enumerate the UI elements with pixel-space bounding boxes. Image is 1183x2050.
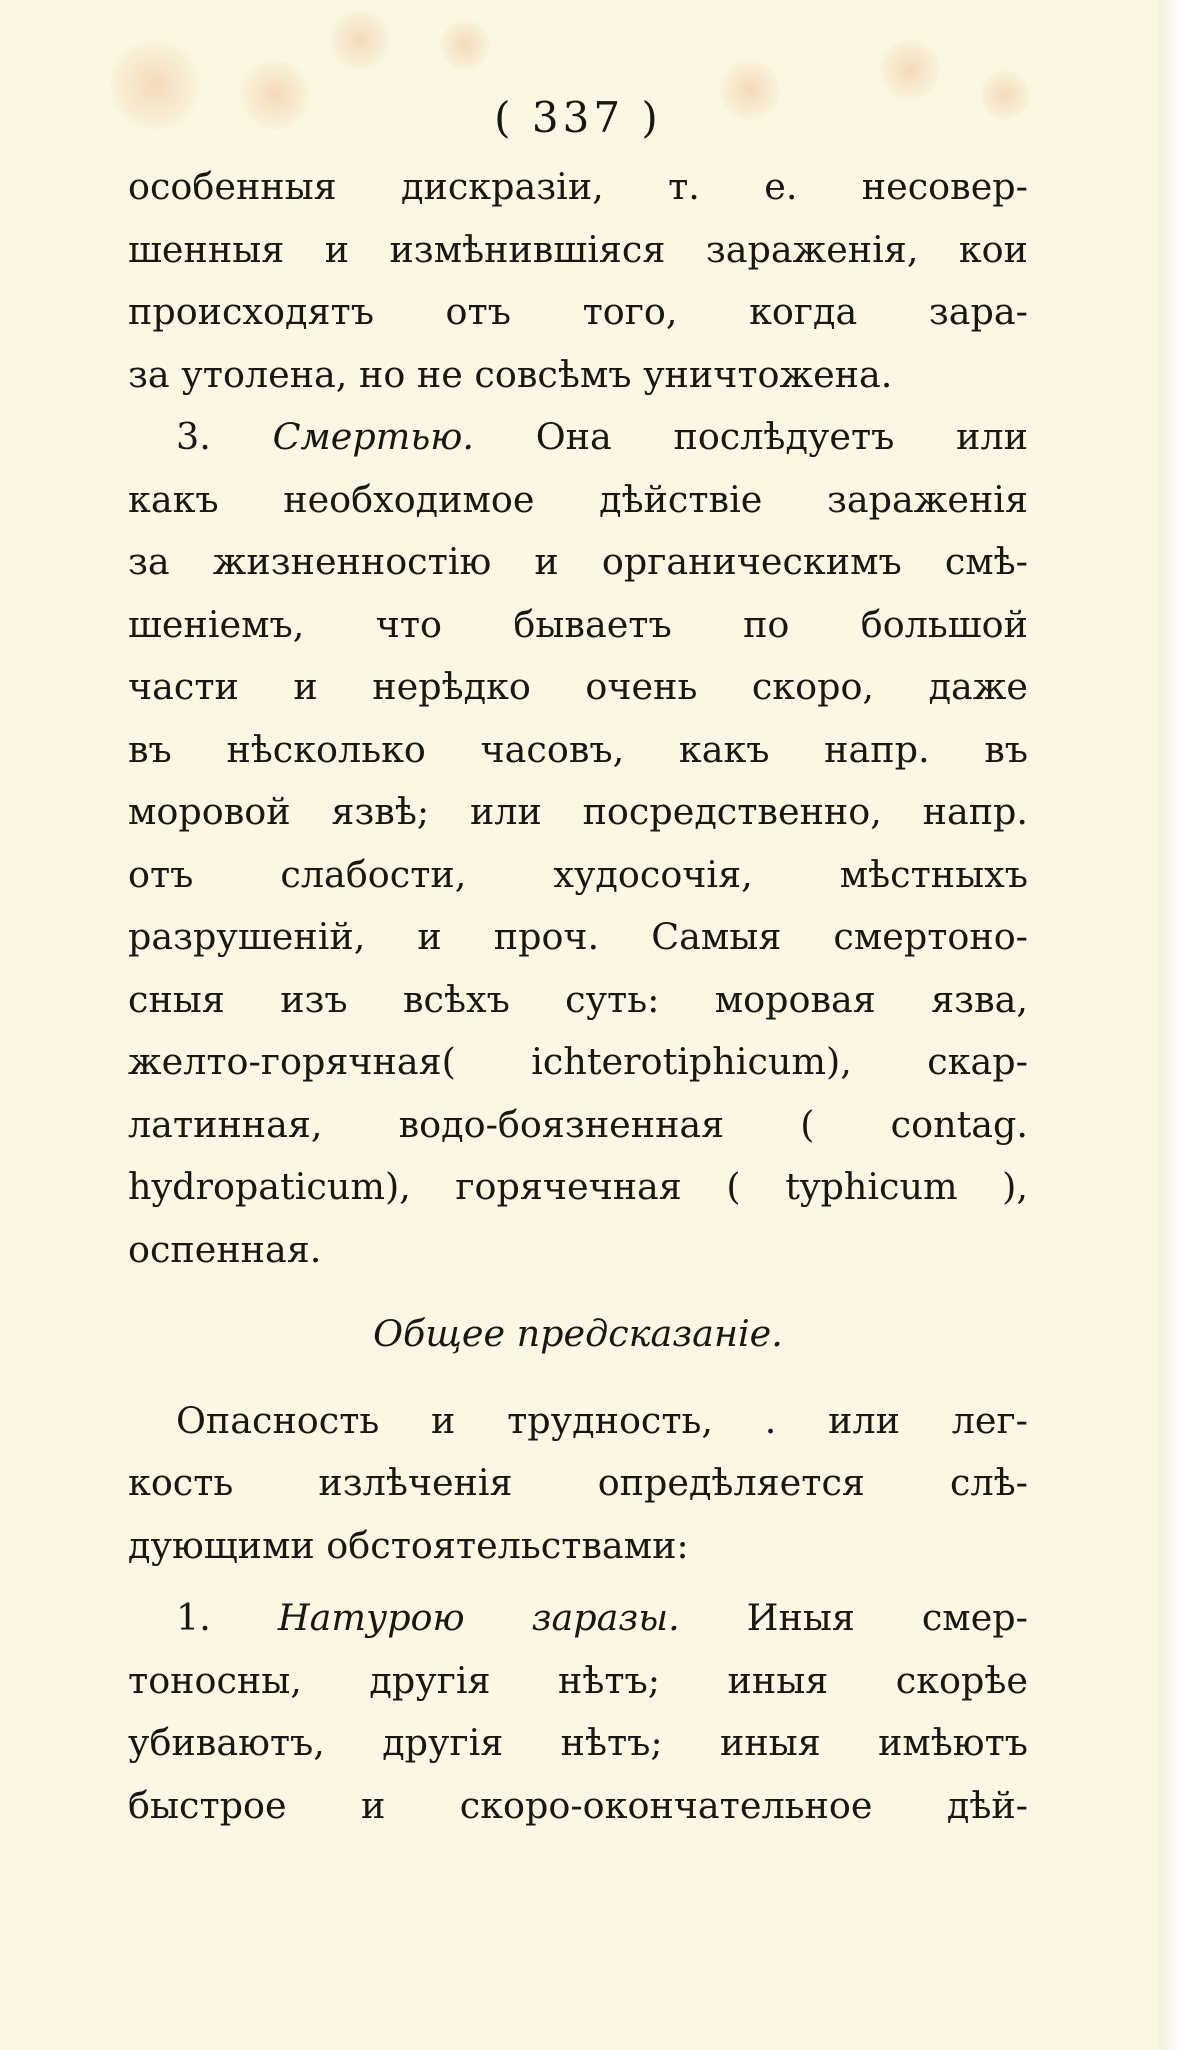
page-number: ( 337 ) (494, 93, 662, 142)
item-number: 3. (176, 415, 211, 458)
text-line: оспенная. (128, 1227, 322, 1271)
foxing-stain (330, 10, 390, 70)
text-line: за утолена, но не совсѣмъ уничтожена. (128, 352, 893, 396)
text-line: дующими обстоятельствами: (128, 1523, 689, 1567)
text-line (128, 1587, 1028, 1650)
page-text (128, 88, 1028, 1837)
text-line: въ нѣсколько часовъ, какъ напр. въ (128, 727, 1028, 771)
item-rest: Иныя смер- (746, 1596, 1028, 1639)
text-line: шеніемъ, что бываетъ по большой (128, 602, 1028, 646)
paragraph-gap (128, 1577, 1028, 1587)
text-line: латинная, водо-боязненная ( contag. (128, 1102, 1028, 1146)
text-line: убиваютъ, другія нѣтъ; иныя имѣютъ (128, 1721, 1028, 1764)
text-line (128, 406, 1028, 469)
text-line: особенныя дискразіи, т. е. несовер- (128, 165, 1028, 208)
text-line: Опасность и трудность, . или лег- (176, 1398, 1028, 1442)
text-line: какъ необходимое дѣйствіе зараженія (128, 477, 1028, 521)
text-line: тоносны, другія нѣтъ; иныя скорѣе (128, 1658, 1028, 1702)
text-line: происходятъ отъ того, когда зара- (128, 290, 1028, 333)
section-heading: Общее предсказаніе. (373, 1312, 783, 1355)
item-lead: Смертью. (272, 415, 474, 458)
paragraph-2 (128, 406, 1028, 1281)
text-line: желто-горячная( ichterotiphicum), скар- (128, 1040, 1028, 1083)
item-lead: Натурою заразы. (277, 1596, 680, 1639)
text-line: разрушеній, и проч. Самыя смертоно- (128, 915, 1028, 958)
paragraph-1 (128, 156, 1028, 406)
paragraph-4 (128, 1587, 1028, 1837)
item-rest: Она послѣдуетъ или (535, 415, 1028, 458)
page-edge (1159, 0, 1183, 2050)
text-line: кость излѣченія опредѣляется слѣ- (128, 1461, 1028, 1504)
text-line: за жизненностію и органическимъ смѣ- (128, 540, 1028, 583)
foxing-stain (440, 20, 490, 70)
text-line: отъ слабости, худосочія, мѣстныхъ (128, 852, 1028, 896)
text-line: быстрое и скоро-окончательное дѣй- (128, 1783, 1028, 1827)
item-number: 1. (176, 1596, 211, 1639)
paragraph-3 (128, 1390, 1028, 1578)
text-line: моровой язвѣ; или посредственно, напр. (128, 790, 1028, 833)
text-line: части и нерѣдко очень скоро, даже (128, 665, 1028, 708)
text-line: шенныя и измѣнившіяся зараженія, кои (128, 227, 1028, 271)
text-line: hydropaticum), горячечная ( typhicum ), (128, 1165, 1028, 1208)
text-line: сныя изъ всѣхъ суть: моровая язва, (128, 977, 1028, 1021)
